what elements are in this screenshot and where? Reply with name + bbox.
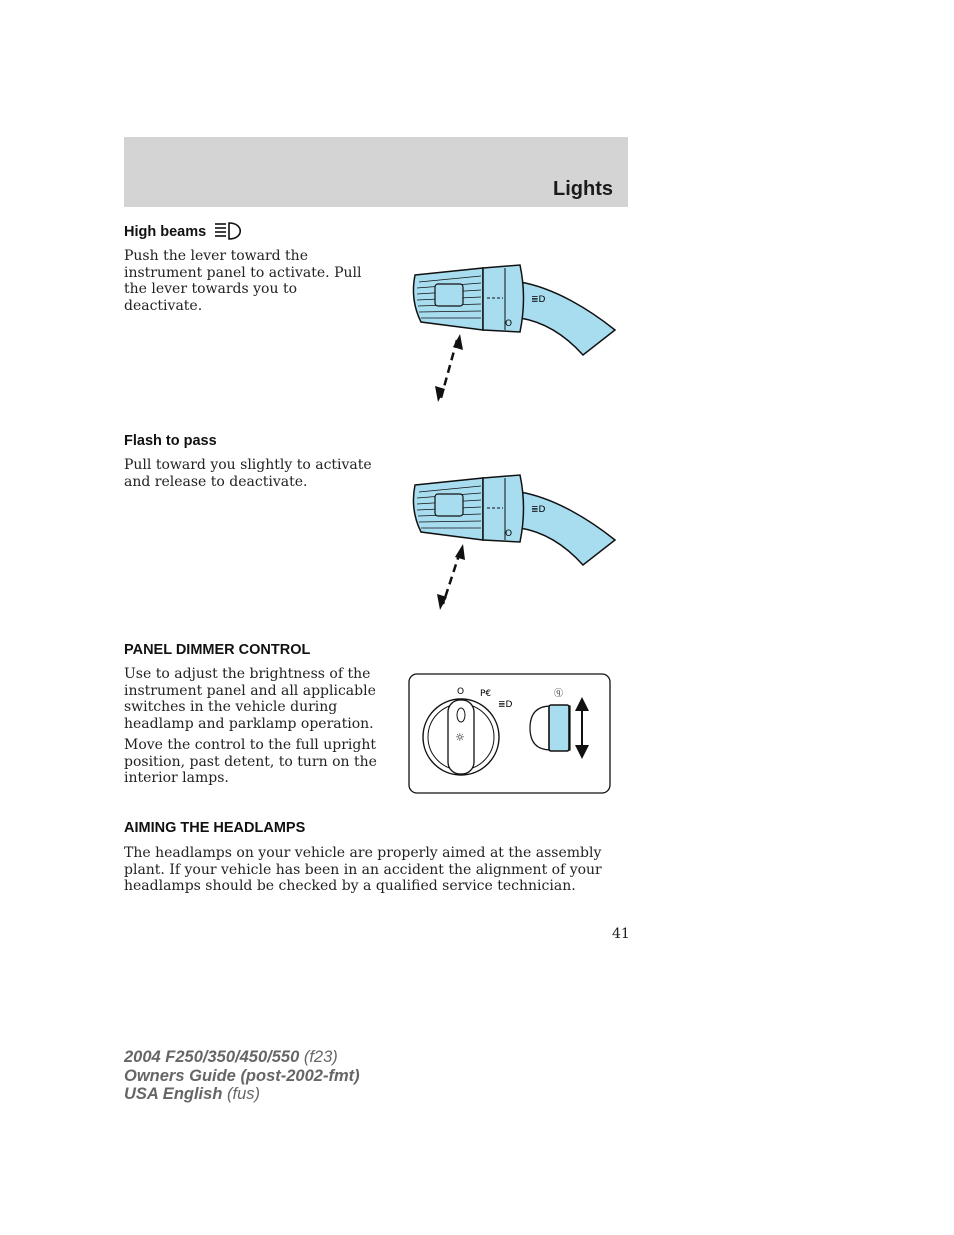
flash-to-pass-heading: Flash to pass — [124, 433, 217, 449]
svg-text:O: O — [505, 319, 513, 329]
footer-line-1 — [124, 1048, 360, 1067]
aiming-text: The headlamps on your vehicle are properly aimed at the assembly plant. If your vehicle has been in an accident the alignment of your headlamps should be checked by a qualified service technician. — [124, 845, 602, 895]
section-title: Lights — [553, 178, 613, 200]
section-header-band — [124, 137, 628, 207]
flash-to-pass-lever-figure — [405, 470, 625, 624]
page-number: 41 — [612, 926, 630, 942]
footer-language: USA English — [124, 1085, 223, 1103]
footer-line-2 — [124, 1067, 360, 1086]
svg-text:≣D: ≣D — [531, 505, 546, 515]
footer-guide: Owners Guide (post-2002-fmt) — [124, 1066, 360, 1085]
svg-text:≣D: ≣D — [498, 700, 513, 710]
panel-dimmer-text-2: Move the control to the full upright position, past detent, to turn on the interior lamps. — [124, 737, 377, 787]
svg-text:☼: ☼ — [455, 731, 465, 744]
high-beam-icon — [214, 222, 246, 244]
svg-text:≣D: ≣D — [531, 295, 546, 305]
document-footer — [124, 1048, 360, 1104]
svg-text:P€: P€ — [480, 689, 492, 699]
high-beams-heading-text: High beams — [124, 224, 207, 240]
footer-language-code: (fus) — [222, 1085, 260, 1103]
panel-dimmer-text-1: Use to adjust the brightness of the instrument panel and all applicable switches in the vehicle during headlamp and parklamp operation. — [124, 666, 376, 732]
high-beams-text: Push the lever toward the instrument panel to activate. Pull the lever towards you to deactivate. — [124, 248, 362, 314]
footer-line-3 — [124, 1085, 360, 1104]
footer-model-code: (f23) — [299, 1048, 338, 1066]
footer-model: 2004 F250/350/450/550 — [124, 1048, 300, 1066]
high-beams-heading — [124, 222, 246, 244]
flash-to-pass-text: Pull toward you slightly to activate and release to deactivate. — [124, 457, 372, 490]
panel-dimmer-heading: PANEL DIMMER CONTROL — [124, 642, 311, 658]
aiming-heading: AIMING THE HEADLAMPS — [124, 820, 306, 836]
svg-text:O: O — [505, 529, 513, 539]
high-beams-lever-figure — [405, 260, 625, 414]
svg-text:ⓠ: ⓠ — [554, 689, 564, 699]
svg-text:O: O — [457, 687, 465, 697]
headlamp-switch-figure — [408, 673, 612, 799]
